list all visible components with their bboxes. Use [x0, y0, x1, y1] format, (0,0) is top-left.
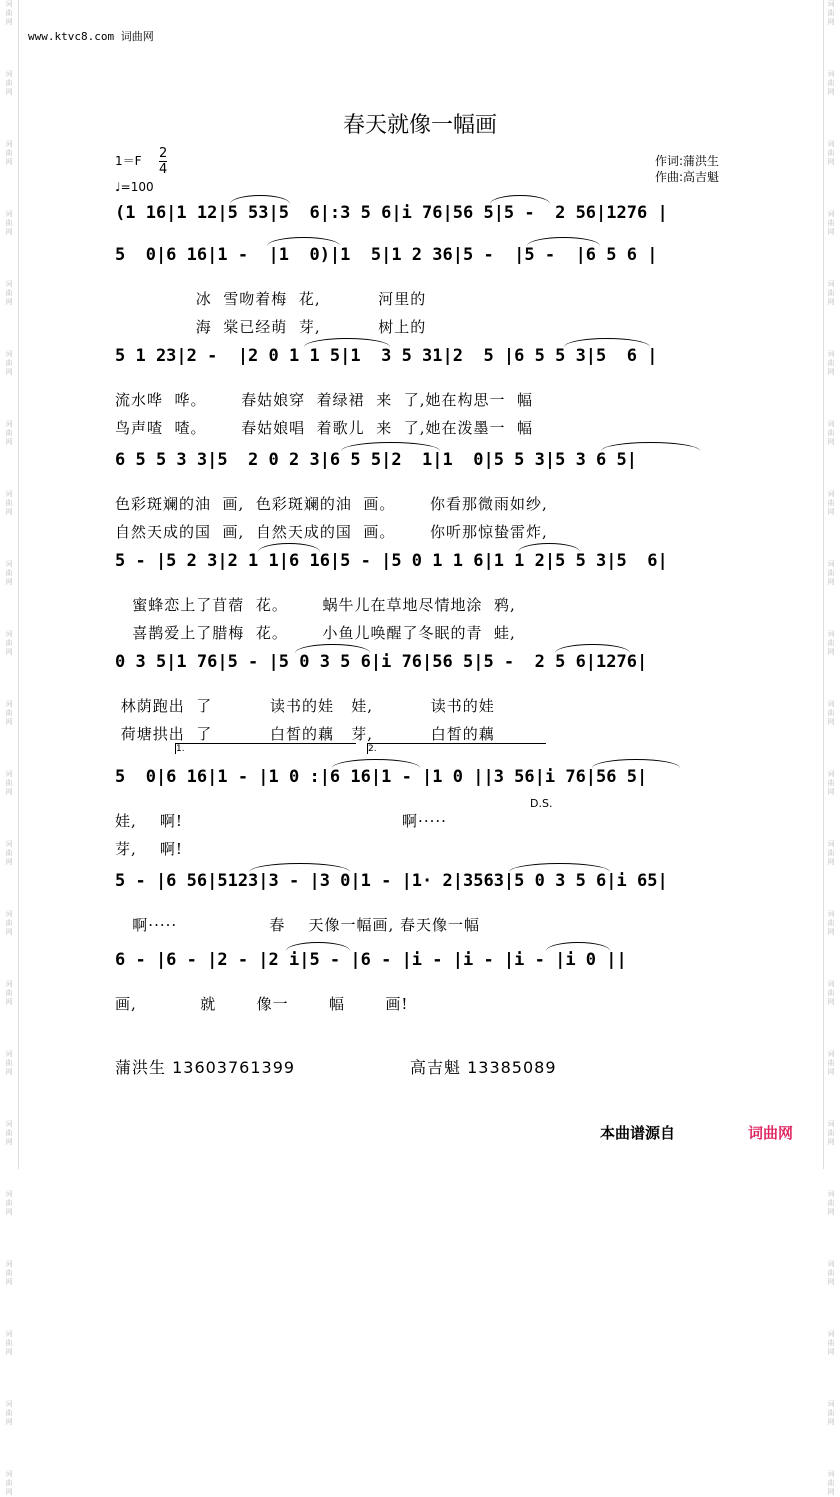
watermark-glyph: 曲 [827, 1059, 835, 1067]
watermark-glyph: 网 [5, 18, 13, 26]
watermark-glyph: 词 [827, 1190, 835, 1198]
watermark-glyph-group [6, 1260, 13, 1287]
lyric-line: 林荫跑出 了 读书的娃 娃, 读书的娃 [115, 697, 495, 715]
watermark-glyph: 词 [5, 1260, 13, 1268]
key-text: 1＝F [115, 154, 142, 168]
watermark-glyph: 曲 [5, 639, 13, 647]
watermark-glyph: 曲 [827, 429, 835, 437]
watermark-glyph: 词 [827, 210, 835, 218]
watermark-glyph: 曲 [827, 779, 835, 787]
watermark-glyph: 网 [827, 508, 835, 516]
left-watermark-strip [2, 0, 16, 1496]
watermark-glyph: 词 [827, 770, 835, 778]
watermark-glyph: 曲 [5, 709, 13, 717]
watermark-glyph-group [6, 210, 13, 237]
watermark-glyph: 网 [5, 438, 13, 446]
tempo-marking: ♩=100 [115, 180, 154, 194]
watermark-glyph: 曲 [827, 989, 835, 997]
watermark-glyph: 网 [5, 368, 13, 376]
watermark-glyph: 网 [5, 928, 13, 936]
watermark-glyph: 网 [5, 998, 13, 1006]
time-bottom: 4 [159, 162, 168, 177]
watermark-glyph: 网 [5, 1278, 13, 1286]
watermark-glyph: 词 [5, 1190, 13, 1198]
watermark-glyph: 词 [5, 420, 13, 428]
watermark-glyph: 词 [5, 70, 13, 78]
watermark-glyph: 曲 [5, 569, 13, 577]
watermark-glyph: 网 [827, 788, 835, 796]
watermark-glyph-group [828, 350, 835, 377]
watermark-glyph: 曲 [827, 569, 835, 577]
watermark-glyph: 网 [827, 18, 835, 26]
watermark-glyph-group [6, 770, 13, 797]
watermark-glyph: 曲 [5, 989, 13, 997]
watermark-glyph: 曲 [827, 1129, 835, 1137]
lyricist-credit: 作词:蒲洪生 [655, 154, 720, 168]
watermark-glyph-group [6, 1050, 13, 1077]
watermark-glyph: 词 [827, 140, 835, 148]
watermark-glyph: 曲 [5, 1059, 13, 1067]
watermark-glyph: 曲 [5, 919, 13, 927]
watermark-glyph: 词 [5, 560, 13, 568]
watermark-glyph: 网 [5, 648, 13, 656]
watermark-glyph-group [6, 350, 13, 377]
time-top: 2 [159, 146, 168, 161]
watermark-glyph: 网 [5, 718, 13, 726]
site-name-text: 词曲网 [120, 30, 154, 43]
watermark-glyph: 词 [827, 1470, 835, 1478]
watermark-glyph: 曲 [5, 1479, 13, 1487]
watermark-glyph-group [828, 140, 835, 167]
watermark-glyph: 词 [5, 700, 13, 708]
watermark-glyph: 曲 [5, 289, 13, 297]
watermark-glyph-group [828, 420, 835, 447]
watermark-glyph: 词 [5, 1330, 13, 1338]
lyric-line: 冰 雪吻着梅 花, 河里的 [115, 290, 427, 308]
notation-line: 0 3 5|1 76|5 - |5 0 3 5 6|i 76|56 5|5 - 2 5 6|1276| [115, 652, 648, 672]
watermark-glyph: 曲 [827, 919, 835, 927]
watermark-glyph: 词 [827, 1050, 835, 1058]
watermark-glyph: 曲 [5, 1339, 13, 1347]
watermark-glyph: 词 [827, 420, 835, 428]
watermark-glyph: 网 [827, 998, 835, 1006]
dal-segno-mark: D.S. [530, 797, 553, 810]
watermark-glyph: 词 [5, 1120, 13, 1128]
watermark-glyph: 曲 [5, 359, 13, 367]
watermark-glyph: 网 [5, 1488, 13, 1496]
lyric-line: 芽, 啊! [115, 840, 183, 858]
key-signature [115, 146, 168, 194]
watermark-glyph: 词 [5, 980, 13, 988]
watermark-glyph: 网 [5, 298, 13, 306]
watermark-glyph-group [828, 630, 835, 657]
watermark-glyph: 网 [827, 1418, 835, 1426]
site-url-text: www.ktvc8.com [28, 30, 115, 43]
watermark-glyph-group [6, 840, 13, 867]
song-title: 春天就像一幅画 [342, 113, 497, 138]
site-url [28, 28, 154, 44]
watermark-glyph: 曲 [827, 639, 835, 647]
watermark-glyph: 曲 [827, 1479, 835, 1487]
watermark-glyph: 词 [827, 280, 835, 288]
watermark-glyph: 词 [827, 630, 835, 638]
watermark-glyph-group [828, 1120, 835, 1147]
notation-line: 5 - |6 56|5123|3 - |3 0|1 - |1· 2|3563|5 0 3 5 6|i 65| [115, 871, 668, 891]
watermark-glyph: 词 [5, 630, 13, 638]
watermark-glyph: 曲 [827, 9, 835, 17]
notation-line: 6 5 5 3 3|5 2 0 2 3|6 5 5|2 1|1 0|5 5 3|5 3 6 5| [115, 450, 637, 470]
watermark-glyph: 网 [827, 578, 835, 586]
watermark-glyph: 曲 [827, 499, 835, 507]
watermark-glyph: 网 [827, 1348, 835, 1356]
watermark-glyph: 曲 [5, 849, 13, 857]
watermark-glyph-group [828, 1050, 835, 1077]
notation-line: 5 - |5 2 3|2 1 1|6 16|5 - |5 0 1 1 6|1 1 2|5 5 3|5 6| [115, 551, 668, 571]
watermark-glyph: 曲 [827, 289, 835, 297]
watermark-glyph-group [6, 490, 13, 517]
watermark-glyph-group [828, 1190, 835, 1217]
watermark-glyph: 词 [827, 1400, 835, 1408]
lyric-line: 啊····· 春 天像一幅画, 春天像一幅 [115, 916, 481, 934]
notation-line: (1 16|1 12|5 53|5 6|:3 5 6|i 76|56 5|5 - 2 56|1276 | [115, 203, 668, 223]
watermark-glyph-group [828, 1260, 835, 1287]
watermark-glyph: 网 [5, 508, 13, 516]
watermark-glyph: 网 [827, 1488, 835, 1496]
lyric-line: 自然天成的国 画, 自然天成的国 画。 你听那惊蛰雷炸, [115, 523, 548, 541]
lyric-line: 喜鹊爱上了腊梅 花。 小鱼儿唤醒了冬眠的青 蛙, [115, 624, 516, 642]
notation-line: 5 1 23|2 - |2 0 1 1 5|1 3 5 31|2 5 |6 5 5 3|5 6 | [115, 346, 658, 366]
watermark-glyph: 曲 [827, 359, 835, 367]
watermark-glyph: 词 [5, 1050, 13, 1058]
time-signature [159, 146, 167, 177]
watermark-glyph: 曲 [5, 1409, 13, 1417]
credits [655, 153, 719, 185]
watermark-glyph: 词 [827, 700, 835, 708]
watermark-glyph: 网 [5, 1138, 13, 1146]
watermark-glyph: 词 [827, 490, 835, 498]
right-watermark-strip [824, 0, 838, 1496]
lyric-line: 流水哗 哗。 春姑娘穿 着绿裙 来 了,她在构思一 幅 [115, 391, 534, 409]
watermark-glyph: 网 [5, 158, 13, 166]
watermark-glyph-group [828, 70, 835, 97]
watermark-glyph: 网 [827, 228, 835, 236]
composer-credit: 作曲:高吉魁 [655, 170, 720, 184]
watermark-glyph: 曲 [5, 779, 13, 787]
lyric-line: 画, 就 像一 幅 画! [115, 995, 409, 1013]
watermark-glyph: 网 [827, 858, 835, 866]
lyric-line: 海 棠已经萌 芽, 树上的 [115, 318, 427, 336]
watermark-glyph-group [828, 980, 835, 1007]
contact-lyricist: 蒲洪生 13603761399 [115, 1058, 296, 1077]
watermark-glyph-group [6, 140, 13, 167]
volta-second-ending: 2. [367, 743, 546, 754]
watermark-glyph: 网 [5, 578, 13, 586]
watermark-glyph: 曲 [5, 1129, 13, 1137]
notation-line: 6 - |6 - |2 - |2 i|5 - |6 - |i - |i - |i - |i 0 || [115, 950, 627, 970]
watermark-glyph: 网 [5, 228, 13, 236]
watermark-glyph: 曲 [5, 79, 13, 87]
watermark-glyph: 网 [5, 858, 13, 866]
notation-line: 5 0|6 16|1 - |1 0)|1 5|1 2 36|5 - |5 - |6 5 6 | [115, 245, 658, 265]
watermark-glyph-group [6, 280, 13, 307]
lyric-line: 荷塘拱出 了 白皙的藕 芽, 白皙的藕 [115, 725, 495, 743]
watermark-glyph: 网 [827, 718, 835, 726]
watermark-glyph: 网 [827, 368, 835, 376]
lyric-line: 娃, 啊! 啊····· [115, 812, 447, 830]
watermark-glyph: 词 [827, 70, 835, 78]
lyric-line: 色彩斑斓的油 画, 色彩斑斓的油 画。 你看那微雨如纱, [115, 495, 548, 513]
watermark-glyph-group [6, 70, 13, 97]
contact-composer: 高吉魁 13385089 [410, 1058, 557, 1077]
watermark-glyph: 曲 [827, 709, 835, 717]
watermark-glyph: 网 [5, 88, 13, 96]
watermark-glyph: 词 [827, 350, 835, 358]
watermark-glyph: 曲 [5, 499, 13, 507]
watermark-glyph: 曲 [5, 149, 13, 157]
watermark-glyph: 曲 [5, 429, 13, 437]
lyric-line: 蜜蜂恋上了苜蓿 花。 蜗牛儿在草地尽情地涂 鸦, [115, 596, 516, 614]
watermark-glyph: 词 [827, 1260, 835, 1268]
watermark-glyph: 词 [5, 770, 13, 778]
watermark-glyph-group [6, 1330, 13, 1357]
watermark-glyph: 网 [5, 1348, 13, 1356]
watermark-glyph: 词 [827, 1330, 835, 1338]
watermark-glyph: 词 [5, 490, 13, 498]
watermark-glyph-group [6, 420, 13, 447]
watermark-glyph-group [828, 0, 835, 27]
volta-first-ending: 1. [175, 743, 356, 754]
watermark-glyph: 网 [827, 648, 835, 656]
watermark-glyph: 曲 [827, 1339, 835, 1347]
watermark-glyph: 曲 [5, 9, 13, 17]
watermark-glyph: 网 [5, 1208, 13, 1216]
watermark-glyph-group [828, 770, 835, 797]
watermark-glyph: 曲 [5, 219, 13, 227]
watermark-glyph-group [828, 280, 835, 307]
watermark-glyph: 词 [827, 1120, 835, 1128]
watermark-glyph-group [6, 1470, 13, 1497]
watermark-glyph-group [6, 1400, 13, 1427]
watermark-glyph-group [6, 700, 13, 727]
watermark-glyph: 曲 [5, 1199, 13, 1207]
watermark-glyph-group [6, 1190, 13, 1217]
watermark-glyph: 词 [5, 0, 13, 8]
lyric-line: 鸟声喳 喳。 春姑娘唱 着歌儿 来 了,她在泼墨一 幅 [115, 419, 534, 437]
watermark-glyph: 网 [827, 1208, 835, 1216]
watermark-glyph-group [6, 980, 13, 1007]
watermark-glyph: 词 [827, 910, 835, 918]
watermark-glyph-group [828, 1400, 835, 1427]
watermark-glyph: 网 [827, 928, 835, 936]
watermark-glyph: 网 [5, 1068, 13, 1076]
notation-line: 5 0|6 16|1 - |1 0 :|6 16|1 - |1 0 ||3 56|i 76|56 5| [115, 767, 648, 787]
watermark-glyph: 词 [827, 0, 835, 8]
watermark-glyph: 曲 [827, 219, 835, 227]
watermark-glyph-group [828, 560, 835, 587]
watermark-glyph-group [828, 1470, 835, 1497]
watermark-glyph: 词 [827, 840, 835, 848]
watermark-glyph: 词 [5, 910, 13, 918]
watermark-glyph: 网 [827, 158, 835, 166]
watermark-glyph-group [828, 700, 835, 727]
watermark-glyph: 曲 [827, 1409, 835, 1417]
watermark-glyph: 曲 [827, 1269, 835, 1277]
watermark-glyph: 网 [827, 1278, 835, 1286]
watermark-glyph-group [6, 1120, 13, 1147]
footer-source: 本曲谱源自 [600, 1124, 676, 1142]
watermark-glyph: 词 [5, 1470, 13, 1478]
watermark-glyph: 词 [5, 350, 13, 358]
watermark-glyph-group [6, 560, 13, 587]
watermark-glyph: 网 [827, 298, 835, 306]
watermark-glyph: 词 [827, 560, 835, 568]
watermark-glyph: 词 [5, 840, 13, 848]
watermark-glyph: 词 [5, 280, 13, 288]
watermark-glyph: 曲 [827, 149, 835, 157]
watermark-glyph: 词 [5, 1400, 13, 1408]
watermark-glyph-group [828, 910, 835, 937]
watermark-glyph: 网 [827, 1138, 835, 1146]
watermark-glyph: 词 [5, 210, 13, 218]
watermark-glyph: 曲 [5, 1269, 13, 1277]
watermark-glyph-group [828, 490, 835, 517]
watermark-glyph: 词 [5, 140, 13, 148]
footer-brand-link[interactable]: 词曲网 [748, 1124, 794, 1142]
watermark-glyph: 网 [827, 438, 835, 446]
watermark-glyph: 曲 [827, 79, 835, 87]
watermark-glyph-group [6, 910, 13, 937]
watermark-glyph-group [828, 210, 835, 237]
watermark-glyph: 网 [5, 788, 13, 796]
watermark-glyph-group [828, 840, 835, 867]
watermark-glyph-group [6, 0, 13, 27]
watermark-glyph: 网 [5, 1418, 13, 1426]
watermark-glyph-group [828, 1330, 835, 1357]
watermark-glyph: 曲 [827, 1199, 835, 1207]
watermark-glyph: 曲 [827, 849, 835, 857]
watermark-glyph-group [6, 630, 13, 657]
watermark-glyph: 网 [827, 88, 835, 96]
watermark-glyph: 网 [827, 1068, 835, 1076]
watermark-glyph: 词 [827, 980, 835, 988]
